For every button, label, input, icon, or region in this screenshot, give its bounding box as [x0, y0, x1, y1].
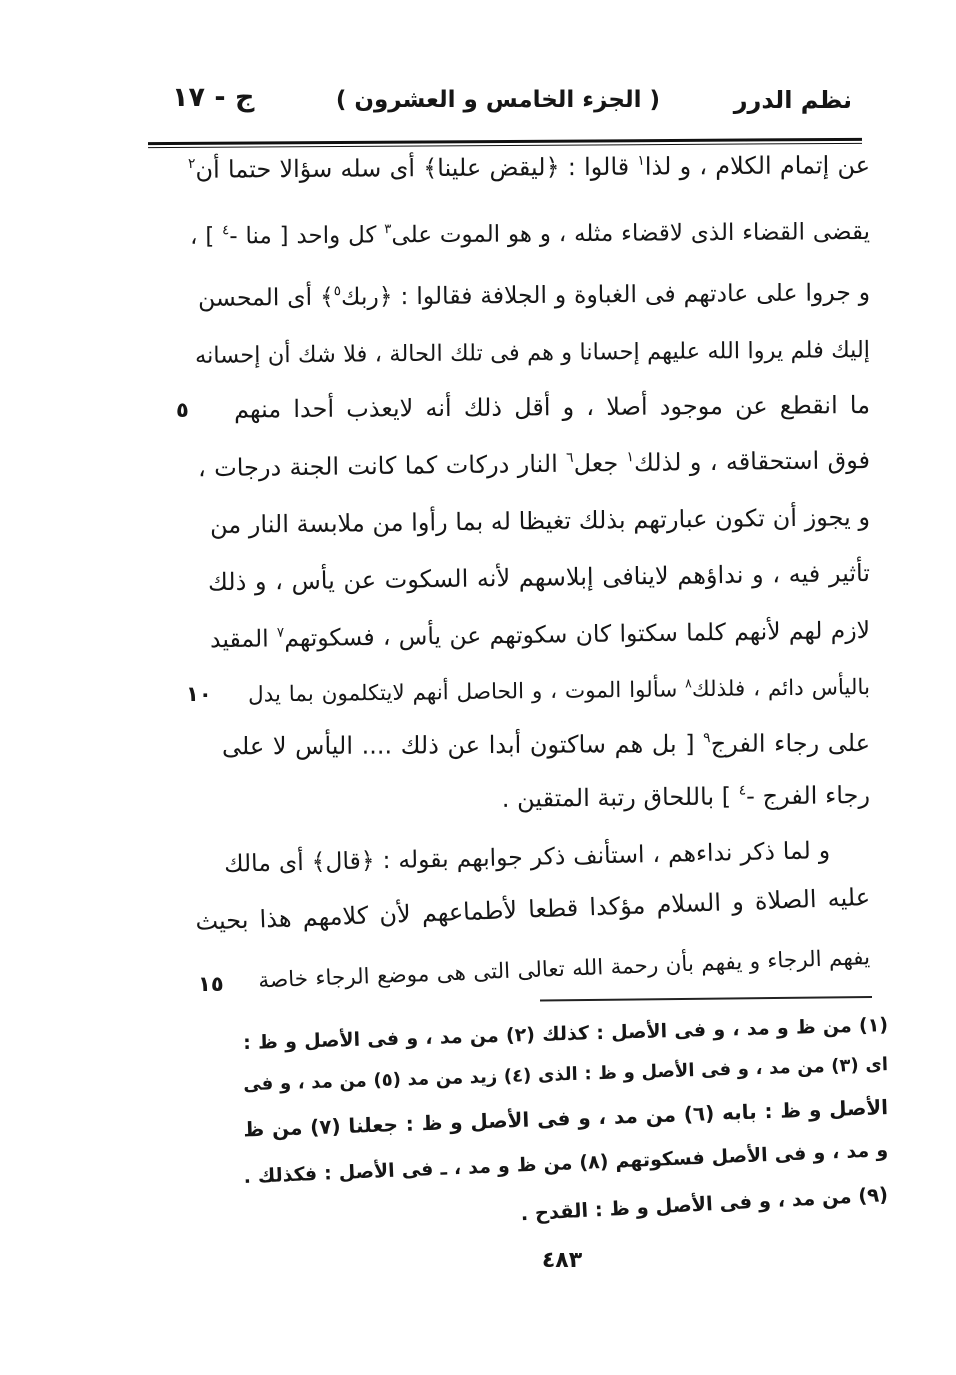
- body-line: [195, 325, 870, 381]
- text-run: باليأس دائم ، فلذلك: [691, 675, 871, 703]
- text-run: فوق استحقاقه ، و لذلك: [633, 446, 871, 477]
- footnote-line: و مد ، و فى الأصل فسكوتهم (٨) من ظ و مد ، ـ فى الأصل : فكذلك .: [243, 1139, 889, 1189]
- footnote-marker: ٦: [565, 449, 574, 466]
- footnote-marker: ٩: [703, 730, 711, 747]
- text-run: و لما ذكر نداءهم ، استأنف ذكر جوابهم بقوله : ﴿قال﴾ أى مالك: [223, 836, 831, 878]
- text-run: قالوا : ﴿ليقض علينا﴾ أى سله سؤالا حتما أن: [195, 152, 638, 184]
- body-line: [234, 380, 870, 434]
- text-run: رجاء الفرج -: [746, 781, 871, 811]
- footnote-line: اى (٣) من مد ، و فى الأصل و ظ : الذى (٤) زيد من مد (٥) من مد ، و فى: [242, 1054, 889, 1096]
- text-run: [ بل هم ساكتون أبدا عن ذلك .... اليأس لا على: [221, 729, 704, 761]
- text-run: ما انقطع عن موجود أصلا ، و أقل ذلك أنه لايعذب أحدا منهم: [233, 391, 871, 424]
- body-line: [248, 663, 871, 721]
- footnote-marker: ٥: [333, 283, 342, 300]
- text-run: جعل: [573, 448, 627, 478]
- footnote-marker: ٨: [685, 675, 692, 691]
- body-line: [188, 140, 870, 195]
- text-run: كل واحد [ منا -: [229, 222, 385, 250]
- text-run: سألوا الموت ، و الحاصل أنهم لايتكلمون بما يدل: [247, 677, 686, 708]
- footnote-line: الأصل و ظ : بابه (٦) من مد ، و فى الأصل و ظ : جعلنا (٧) من ظ: [242, 1095, 889, 1142]
- page-number: ٤٨٣: [541, 1248, 583, 1273]
- line-number-marker: ٥: [176, 398, 189, 422]
- text-run: يقضى القضاء الذى لاقضاء مثله ، و هو الموت على: [391, 219, 871, 249]
- body-line: [257, 933, 870, 1006]
- text-run: عن إتمام الكلام ، و لذا: [644, 151, 871, 181]
- footnote-marker: ٢: [187, 155, 196, 173]
- body-line: [210, 605, 871, 664]
- line-number-marker: ١٥: [198, 972, 224, 996]
- text-run: تأثير فيه ، و نداؤهم لاينافى إبلاسهم لأنه السكوت عن يأس ، و ذلك: [207, 559, 871, 597]
- text-run: يفهم الرجاء و يفهم بأن رحمة الله تعالى التى هى موضع الرجاء خاصة: [257, 945, 871, 994]
- body-line: [222, 718, 870, 771]
- footnote-line: (٩) من مد ، و فى الأصل و ظ : القدح .: [520, 1183, 889, 1226]
- book-title: نظم الدرر: [733, 86, 852, 114]
- footnote-marker: ١: [637, 152, 645, 169]
- footnote-separator: [540, 996, 872, 1001]
- footnote-marker: ٤: [222, 223, 230, 239]
- text-run: ] باللحاق رتبة المتقين .: [501, 782, 739, 813]
- body-line: [198, 267, 870, 323]
- body-line: [198, 435, 871, 493]
- footnote-marker: ٣: [384, 222, 392, 238]
- text-run: عليه الصلاة و السلام مؤكدا قطعا لأطماعهم لأن كلامهم هذا بحيث: [194, 883, 871, 936]
- body-line: [208, 548, 871, 607]
- volume-number: ج - ١٧: [172, 82, 255, 113]
- text-run: النار دركات كما كانت الجنة درجات ،: [197, 449, 567, 483]
- line-number-marker: ١٠: [186, 682, 212, 706]
- footnote-marker: ١: [626, 449, 635, 466]
- body-line: [210, 492, 871, 550]
- footnote-line: (١) من ظ و مد ، و فى الأصل : كذلك (٢) من مد ، و فى الأصل و ظ :: [242, 1014, 889, 1055]
- text-run: على رجاء الفرج: [710, 729, 871, 758]
- body-line: [190, 207, 870, 262]
- text-run: ] ،: [189, 223, 223, 250]
- text-run: و يجوز أن تكون عبارتهم بذلك تغيظا له بما رأوا من ملابسة النار من: [209, 503, 871, 540]
- text-run: ﴾ أى المحسن: [197, 282, 334, 312]
- text-run: المقيد: [209, 624, 278, 654]
- text-run: لازم لهم لأنهم كلما سكتوا كان سكوتهم عن يأس ، فسكوتهم: [284, 616, 871, 653]
- footnote-marker: ٧: [276, 624, 285, 641]
- part-title: ( الجزء الخامس و العشرون ): [335, 87, 660, 113]
- text-run: إليك فلم يروا الله عليهم إحسانا و هم فى تلك الحالة ، فلا شك أن إحسانه: [194, 337, 871, 369]
- text-run: و جروا على عادتهم فى الغباوة و الجلافة فقالوا : ﴿ربك: [340, 278, 871, 311]
- body-line: [198, 770, 870, 827]
- footnote-marker: ٤: [738, 782, 747, 799]
